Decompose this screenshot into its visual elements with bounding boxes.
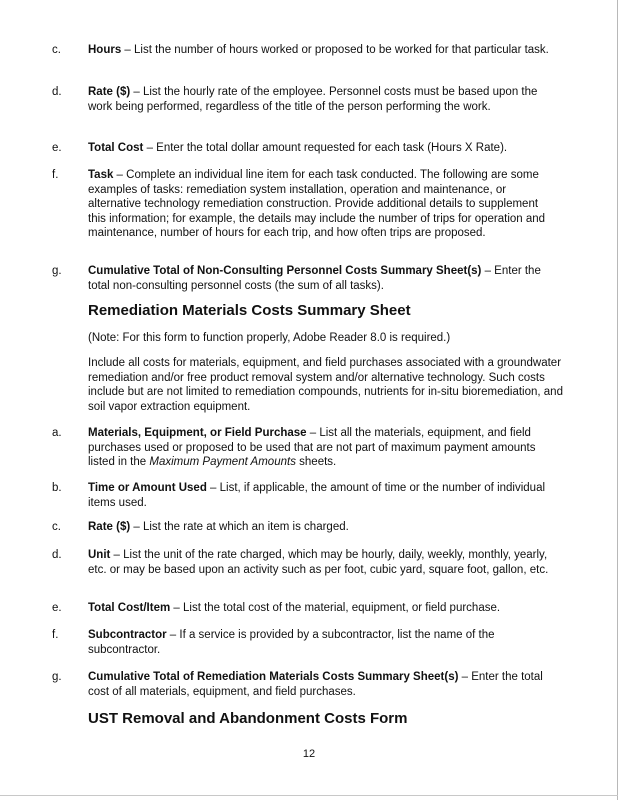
- section-heading-remediation-materials: Remediation Materials Costs Summary Sheet: [88, 302, 411, 319]
- item-letter: g.: [52, 671, 62, 683]
- intro-paragraph: Include all costs for materials, equipment, and field purchases associated with a groundwater remediation and/or free product removal system and/or alternative technology. Such costs include but are not limited to remediation compounds, nutrients for in-situ bioremediation, and soil vapor extraction equipment.: [88, 357, 563, 413]
- item-text: – List the total cost of the material, equipment, or field purchase.: [170, 602, 501, 614]
- list-item-task: [52, 168, 558, 241]
- list-item-time-or-amount: [52, 481, 558, 510]
- page-edge-divider: [0, 795, 618, 796]
- item-text: – List, if applicable, the amount of time or the number of individual items used.: [88, 482, 546, 509]
- item-letter: f.: [52, 169, 59, 181]
- list-item-total-cost-item: [52, 601, 558, 616]
- item-text: – Enter the total dollar amount requested for each task (Hours X Rate).: [143, 142, 508, 154]
- item-italic-reference: Maximum Payment Amounts: [149, 456, 296, 468]
- list-item-cumulative-materials: [52, 670, 558, 699]
- item-term: Unit: [88, 549, 111, 561]
- item-text: – List all the materials, equipment, and field purchases used or proposed to be used that are not part of maximum payment amounts listed in the: [88, 427, 536, 468]
- item-text: – Enter the total non-consulting personnel costs (the sum of all tasks).: [88, 265, 541, 292]
- list-item-rate: [52, 85, 558, 114]
- item-letter: c.: [52, 44, 61, 56]
- item-letter: a.: [52, 427, 62, 439]
- item-term: Total Cost/Item: [88, 602, 171, 614]
- item-text-after: sheets.: [295, 456, 337, 468]
- list-item-cumulative-personnel: [52, 264, 558, 293]
- item-term: Subcontractor: [88, 629, 167, 641]
- item-term: Total Cost: [88, 142, 144, 154]
- item-text: – Enter the total cost of all materials, equipment, and field purchases.: [88, 671, 543, 698]
- item-text: – List the rate at which an item is charged.: [130, 521, 349, 533]
- section-heading-ust-removal: UST Removal and Abandonment Costs Form: [88, 710, 408, 727]
- item-text: – List the unit of the rate charged, which may be hourly, daily, weekly, monthly, yearly, etc. or may be based upon an activity such as per foot, cubic yard, square foot, gallon, etc.: [88, 549, 549, 576]
- item-letter: d.: [52, 549, 62, 561]
- item-letter: b.: [52, 482, 62, 494]
- item-text: – List the number of hours worked or proposed to be worked for that particular task.: [121, 44, 549, 56]
- item-term: Time or Amount Used: [88, 482, 207, 494]
- item-term: Rate ($): [88, 521, 131, 533]
- list-item-materials: [52, 426, 558, 470]
- item-term: Rate ($): [88, 86, 131, 98]
- item-letter: e.: [52, 602, 62, 614]
- item-text: – List the hourly rate of the employee. Personnel costs must be based upon the work being performed, regardless of the title of the person performing the work.: [88, 86, 538, 113]
- list-item-hours: [52, 43, 558, 58]
- item-term: Hours: [88, 44, 122, 56]
- page-number: 12: [302, 748, 316, 760]
- note-paragraph: (Note: For this form to function properly, Adobe Reader 8.0 is required.): [88, 332, 451, 344]
- item-term: Materials, Equipment, or Field Purchase: [88, 427, 307, 439]
- list-item-subcontractor: [52, 628, 558, 657]
- item-text: – If a service is provided by a subcontractor, list the name of the subcontractor.: [88, 629, 495, 656]
- list-item-unit: [52, 548, 558, 577]
- item-term: Cumulative Total of Remediation Materials Costs Summary Sheet(s): [88, 671, 459, 683]
- item-letter: e.: [52, 142, 62, 154]
- item-letter: f.: [52, 629, 59, 641]
- item-letter: d.: [52, 86, 62, 98]
- list-item-total-cost: [52, 141, 558, 156]
- item-letter: c.: [52, 521, 61, 533]
- item-letter: g.: [52, 265, 62, 277]
- item-term: Cumulative Total of Non-Consulting Personnel Costs Summary Sheet(s): [88, 265, 482, 277]
- item-term: Task: [88, 169, 114, 181]
- list-item-rate: [52, 520, 558, 535]
- item-text: – Complete an individual line item for each task conducted. The following are some examples of tasks: remediation system installation, operation and maintenance, or alternative technology remediation construction. Provide additional details to supplement this information; for example, the details may include the number of trips for operation and maintenance, number of hours for each trip, and how often trips are proposed.: [88, 169, 546, 239]
